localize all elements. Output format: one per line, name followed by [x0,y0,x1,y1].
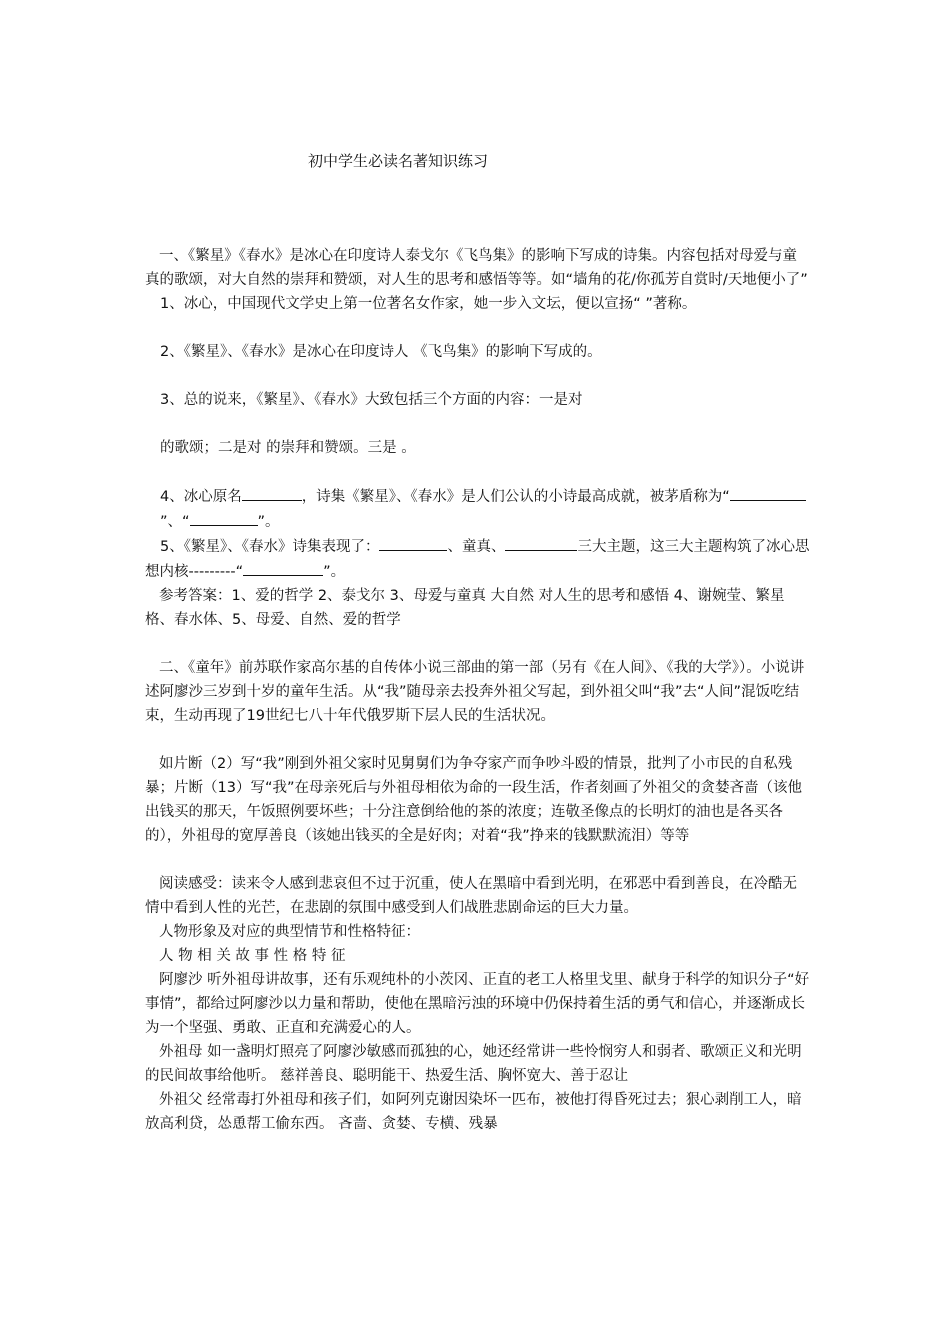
reference-answer: 参考答案：1、爱的哲学 2、泰戈尔 3、母爱与童真 大自然 对人生的思考和感悟 4、谢婉莹、繁星格、春水体、5、母爱、自然、爱的哲学 [145,588,785,628]
answer-blank[interactable] [243,559,323,576]
question-5: 5、《繁星》、《春水》诗集表现了： 、童真、 三大主题，这三大主题构筑了冰心思想内核---------“ ”。 [145,534,810,584]
answer-blank[interactable] [190,509,258,526]
reading-feeling: 阅读感受：读来令人感到悲哀但不过于沉重，使人在黑暗中看到光明，在邪恶中看到善良，在冷酷无情中看到人性的光芒，在悲剧的氛围中感受到人们战胜悲剧命运的巨大力量。 [145,876,797,916]
question-2: 2、《繁星》、《春水》是冰心在印度诗人 《飞鸟集》的影响下写成的。 [160,344,602,360]
document-body [145,244,810,1136]
character-table-header: 人 物 相 关 故 事 性 格 特 征 [159,948,346,964]
character-aliosha: 阿廖沙 听外祖母讲故事，还有乐观纯朴的小茨冈、正直的老工人格里戈里、献身于科学的知识分子“好事情”，都给过阿廖沙以力量和帮助，使他在黑暗污浊的环境中仍保持着生活的勇气和信心，并逐渐成长为一个坚强、勇敢、正直和充满爱心的人。 [145,972,810,1036]
section1-intro: 一、《繁星》《春水》是冰心在印度诗人泰戈尔《飞鸟集》的影响下写成的诗集。内容包括对母爱与童真的歌颂，对大自然的崇拜和赞颂，对人生的思考和感悟等等。如“墙角的花/你孤芳自赏时/天地便小了” [145,248,808,288]
section2-example: 如片断（2）写“我”刚到外祖父家时见舅舅们为争夺家产而争吵斗殴的情景，批判了小市民的自私残暴；片断（13）写“我”在母亲死后与外祖母相依为命的一段生活，作者刻画了外祖父的贪婪吝啬（该他出钱买的那天，午饭照例要坏些；十分注意倒给他的茶的浓度；连敬圣像点的长明灯的油也是各买各的），外祖母的宽厚善良（该她出钱买的全是好肉；对着“我”挣来的钱默默流泪）等等 [145,756,802,844]
question-3-continued: 的歌颂；二是对 的崇拜和赞颂。三是 。 [160,440,416,456]
answer-blank[interactable] [505,534,577,551]
answer-blank[interactable] [379,534,447,551]
answer-blank[interactable] [730,484,778,501]
answer-blank[interactable] [242,484,302,501]
character-grandmother: 外祖母 如一盏明灯照亮了阿廖沙敏感而孤独的心，她还经常讲一些怜悯穷人和弱者、歌颂正义和光明的民间故事给他听。 慈祥善良、聪明能干、热爱生活、胸怀宽大、善于忍让 [145,1044,802,1084]
question-1: 1、冰心，中国现代文学史上第一位著名女作家，她一步入文坛，便以宣扬“ ”著称。 [160,296,697,312]
section2-intro: 二、《童年》前苏联作家高尔基的自传体小说三部曲的第一部（另有《在人间》、《我的大学》）。小说讲述阿廖沙三岁到十岁的童年生活。从“我”随母亲去投奔外祖父写起，到外祖父叫“我”去“人间”混饭吃结束，生动再现了19世纪七八十年代俄罗斯下层人民的生活状况。 [145,660,805,724]
question-4: 4、冰心原名 ，诗集《繁星》、《春水》是人们公认的小诗最高成就，被茅盾称为“”、“ ”。 [145,484,810,534]
character-grandfather: 外祖父 经常毒打外祖母和孩子们，如阿列克谢因染坏一匹布，被他打得昏死过去；狠心剥削工人，暗放高利贷，怂恿帮工偷东西。 吝啬、贪婪、专横、残暴 [145,1092,802,1132]
character-heading: 人物形象及对应的典型情节和性格特征： [159,924,420,940]
page-title: 初中学生必读名著知识练习 [308,152,489,170]
question-3: 3、总的说来，《繁星》、《春水》大致包括三个方面的内容：一是对 [160,392,583,408]
answer-blank[interactable] [778,484,806,501]
